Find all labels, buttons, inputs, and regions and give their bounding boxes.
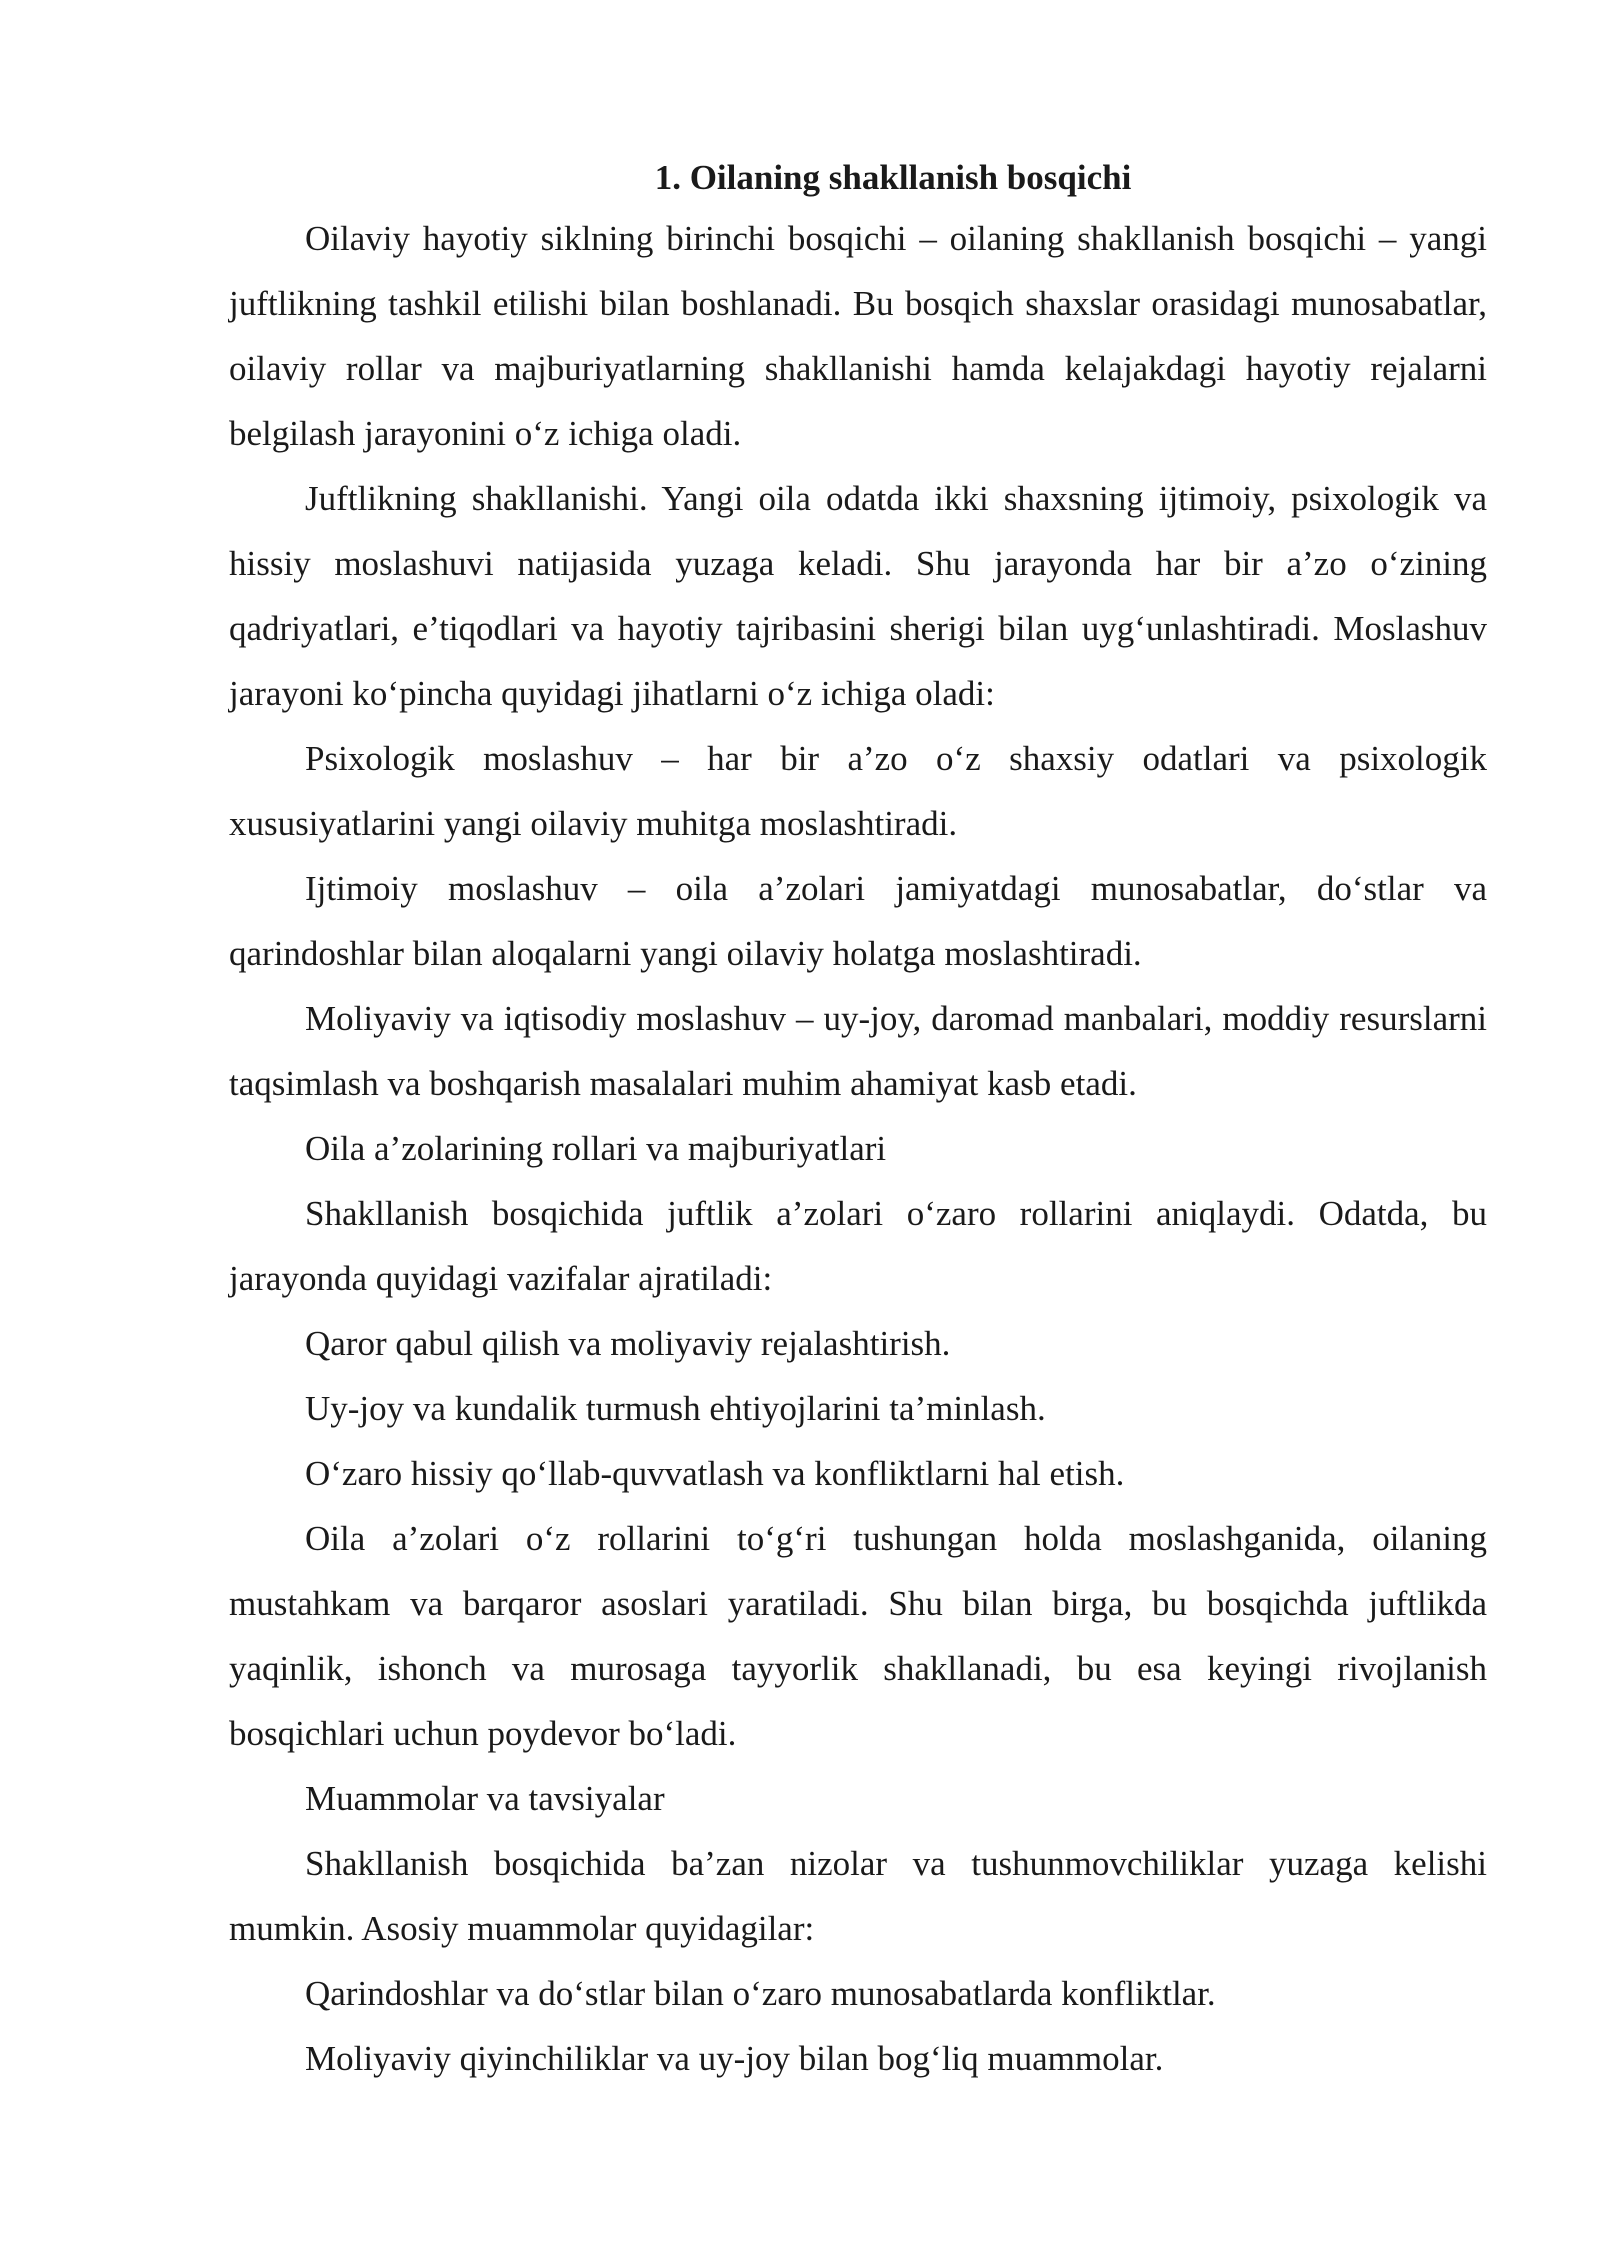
paragraph-couple-formation: Juftlikning shakllanishi. Yangi oila odatda ikki shaxsning ijtimoiy, psixologik va hissiy moslashuvi natijasida yuzaga keladi. Shu jarayonda har bir a’zo o‘zining qadriyatlari, e’tiqodlari va hayotiy tajribasini sherigi bilan uyg‘unlashtiradi. Moslashuv jarayoni ko‘pincha quyidagi jihatlarni o‘z ichiga oladi: [229,479,1487,713]
paragraph-foundations: Oila a’zolari o‘z rollarini to‘g‘ri tushungan holda moslashganida, oilaning mustahkam va barqaror asoslari yaratiladi. Shu bilan birga, bu bosqichda juftlikda yaqinlik, ishonch va murosaga tayyorlik shakllanadi, bu esa keyingi rivojlanish bosqichlari uchun poydevor bo‘ladi. [229,1519,1487,1753]
subheading-roles: Oila a’zolarining rollari va majburiyatlari [305,1129,887,1168]
paragraph-social-adaptation: Ijtimoiy moslashuv – oila a’zolari jamiyatdagi munosabatlar, do‘stlar va qarindoshlar bilan aloqalarni yangi oilaviy holatga moslashtiradi. [229,869,1487,973]
paragraph-roles: Shakllanish bosqichida juftlik a’zolari o‘zaro rollarini aniqlaydi. Odatda, bu jarayonda quyidagi vazifalar ajratiladi: [229,1194,1487,1298]
paragraph-problems: Shakllanish bosqichida ba’zan nizolar va tushunmovchiliklar yuzaga kelishi mumkin. Asosiy muammolar quyidagilar: [229,1844,1487,1948]
list-item-housing: Uy-joy va kundalik turmush ehtiyojlarini ta’minlash. [305,1389,1046,1428]
list-item-financial-problems: Moliyaviy qiyinchiliklar va uy-joy bilan bog‘liq muammolar. [305,2039,1164,2078]
paragraph-psychological-adaptation: Psixologik moslashuv – har bir a’zo o‘z shaxsiy odatlari va psixologik xususiyatlarini yangi oilaviy muhitga moslashtiradi. [229,739,1487,843]
paragraph-financial-adaptation: Moliyaviy va iqtisodiy moslashuv – uy-joy, daromad manbalari, moddiy resurslarni taqsimlash va boshqarish masalalari muhim ahamiyat kasb etadi. [229,999,1487,1103]
subheading-problems: Muammolar va tavsiyalar [305,1779,665,1818]
document-title: 1. Oilaning shakllanish bosqichi [654,158,1132,197]
paragraph-intro: Oilaviy hayotiy siklning birinchi bosqichi – oilaning shakllanish bosqichi – yangi juftlikning tashkil etilishi bilan boshlanadi. Bu bosqich shaxslar orasidagi munosabatlar, oilaviy rollar va majburiyatlarning shakllanishi hamda kelajakdagi hayotiy rejalarni belgilash jarayonini o‘z ichiga oladi. [229,219,1487,453]
list-item-decision: Qaror qabul qilish va moliyaviy rejalashtirish. [305,1324,951,1363]
list-item-emotional-support: O‘zaro hissiy qo‘llab-quvvatlash va konfliktlarni hal etish. [305,1454,1125,1493]
document-page [229,150,1487,2091]
list-item-relatives-conflicts: Qarindoshlar va do‘stlar bilan o‘zaro munosabatlarda konfliktlar. [305,1974,1216,2013]
